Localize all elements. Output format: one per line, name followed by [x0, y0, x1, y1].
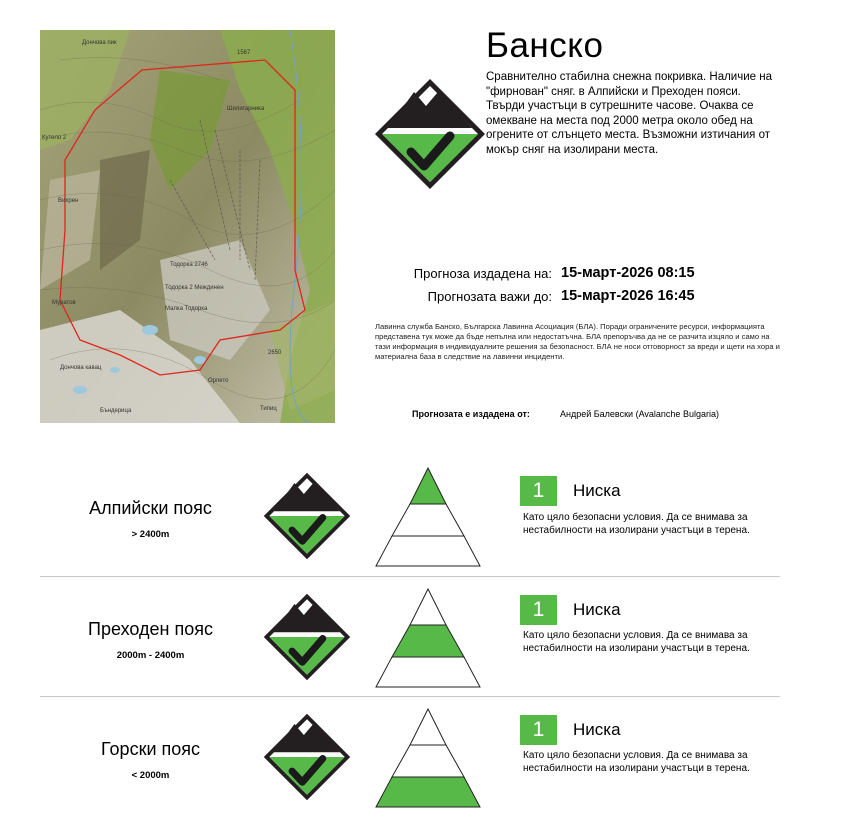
author-value: Андрей Балевски (Avalanche Bulgaria): [560, 409, 719, 419]
map-label: Дончова кавац: [60, 365, 102, 371]
map-label: 2650: [268, 350, 282, 356]
page-title: Банско: [486, 26, 604, 65]
danger-level-badge: 1: [520, 476, 557, 506]
danger-level-1-icon: [374, 78, 486, 195]
map-label: Тодорка 2 Междинен: [165, 285, 224, 291]
map-label: Муратов: [52, 300, 76, 306]
danger-level-description: Като цяло безопасни условия. Да се внимава за нестабилности на изолирани участъци в терена.: [523, 630, 750, 654]
danger-level-1-icon: [263, 593, 351, 686]
zone-row-alpine: [0, 456, 841, 576]
issued-value: 15-март-2026 08:15: [561, 265, 695, 281]
author-label: Прогнозата е издадена от:: [412, 409, 530, 419]
map-label: Вихрен: [58, 198, 79, 204]
danger-level-name: Ниска: [573, 720, 621, 739]
map-label: Малка Тодорка: [165, 306, 208, 312]
disclaimer: Лавинна служба Банско, Българска Лавинна Асоциация (БЛА). Поради ограничените ресурси, информацията представена тук може да бъде непълна или недостатъчна. БЛА препоръчва да не се разчита изцяло и само на тази информация в индивидуалните решения за безопасност. БЛА не носи отговорност за вреди и щети на хора и материална база в следствие на лавинни инциденти.: [375, 322, 780, 361]
issued-label: Прогноза издадена на:: [413, 266, 552, 281]
danger-level-description: Като цяло безопасни условия. Да се внимава за нестабилности на изолирани участъци в терена.: [523, 512, 750, 536]
elevation-pyramid-icon: [372, 587, 484, 694]
zone-altitude: < 2000m: [131, 770, 170, 781]
map-label: Типиц: [260, 406, 277, 412]
danger-level-name: Ниска: [573, 481, 621, 500]
danger-level-name: Ниска: [573, 600, 621, 619]
danger-level-1-icon: [263, 713, 351, 806]
elevation-pyramid-icon: [372, 466, 484, 573]
danger-level-badge: 1: [520, 595, 557, 625]
area-map[interactable]: [40, 30, 335, 423]
zone-row-transition: [0, 577, 841, 697]
danger-level-1-icon: [263, 472, 351, 565]
zone-altitude: 2000m - 2400m: [116, 650, 185, 661]
map-label: Бъндерица: [100, 408, 132, 414]
map-label: 1567: [237, 50, 251, 56]
valid-value: 15-март-2026 16:45: [561, 288, 695, 304]
map-label: Орлето: [208, 378, 229, 384]
zone-name: Горски пояс: [101, 739, 200, 759]
map-label: Кутело 2: [42, 135, 67, 141]
zone-name: Алпийски пояс: [89, 498, 212, 518]
map-label: Тодорка 2746: [170, 262, 208, 268]
map-label: Шилигарника: [227, 106, 265, 112]
map-label: Дончова пик: [82, 40, 117, 46]
zone-altitude: > 2400m: [131, 529, 170, 540]
danger-level-description: Като цяло безопасни условия. Да се внимава за нестабилности на изолирани участъци в терена.: [523, 750, 750, 774]
zone-row-forest: [0, 697, 841, 817]
elevation-pyramid-icon: [372, 707, 484, 814]
danger-level-badge: 1: [520, 715, 557, 745]
valid-label: Прогнозата важи до:: [427, 289, 552, 304]
forecast-summary: Сравнително стабилна снежна покривка. Наличие на "фирнован" сняг. в Алпийски и Преходен пояси. Твърди участъци в сутрешните часове. Очаква се омекване на места под 2000 метра около обед на огрените от слънцето места. Възможни изтичания от мокър сняг на изолирани места.: [486, 71, 772, 156]
zone-name: Преходен пояс: [88, 619, 213, 639]
